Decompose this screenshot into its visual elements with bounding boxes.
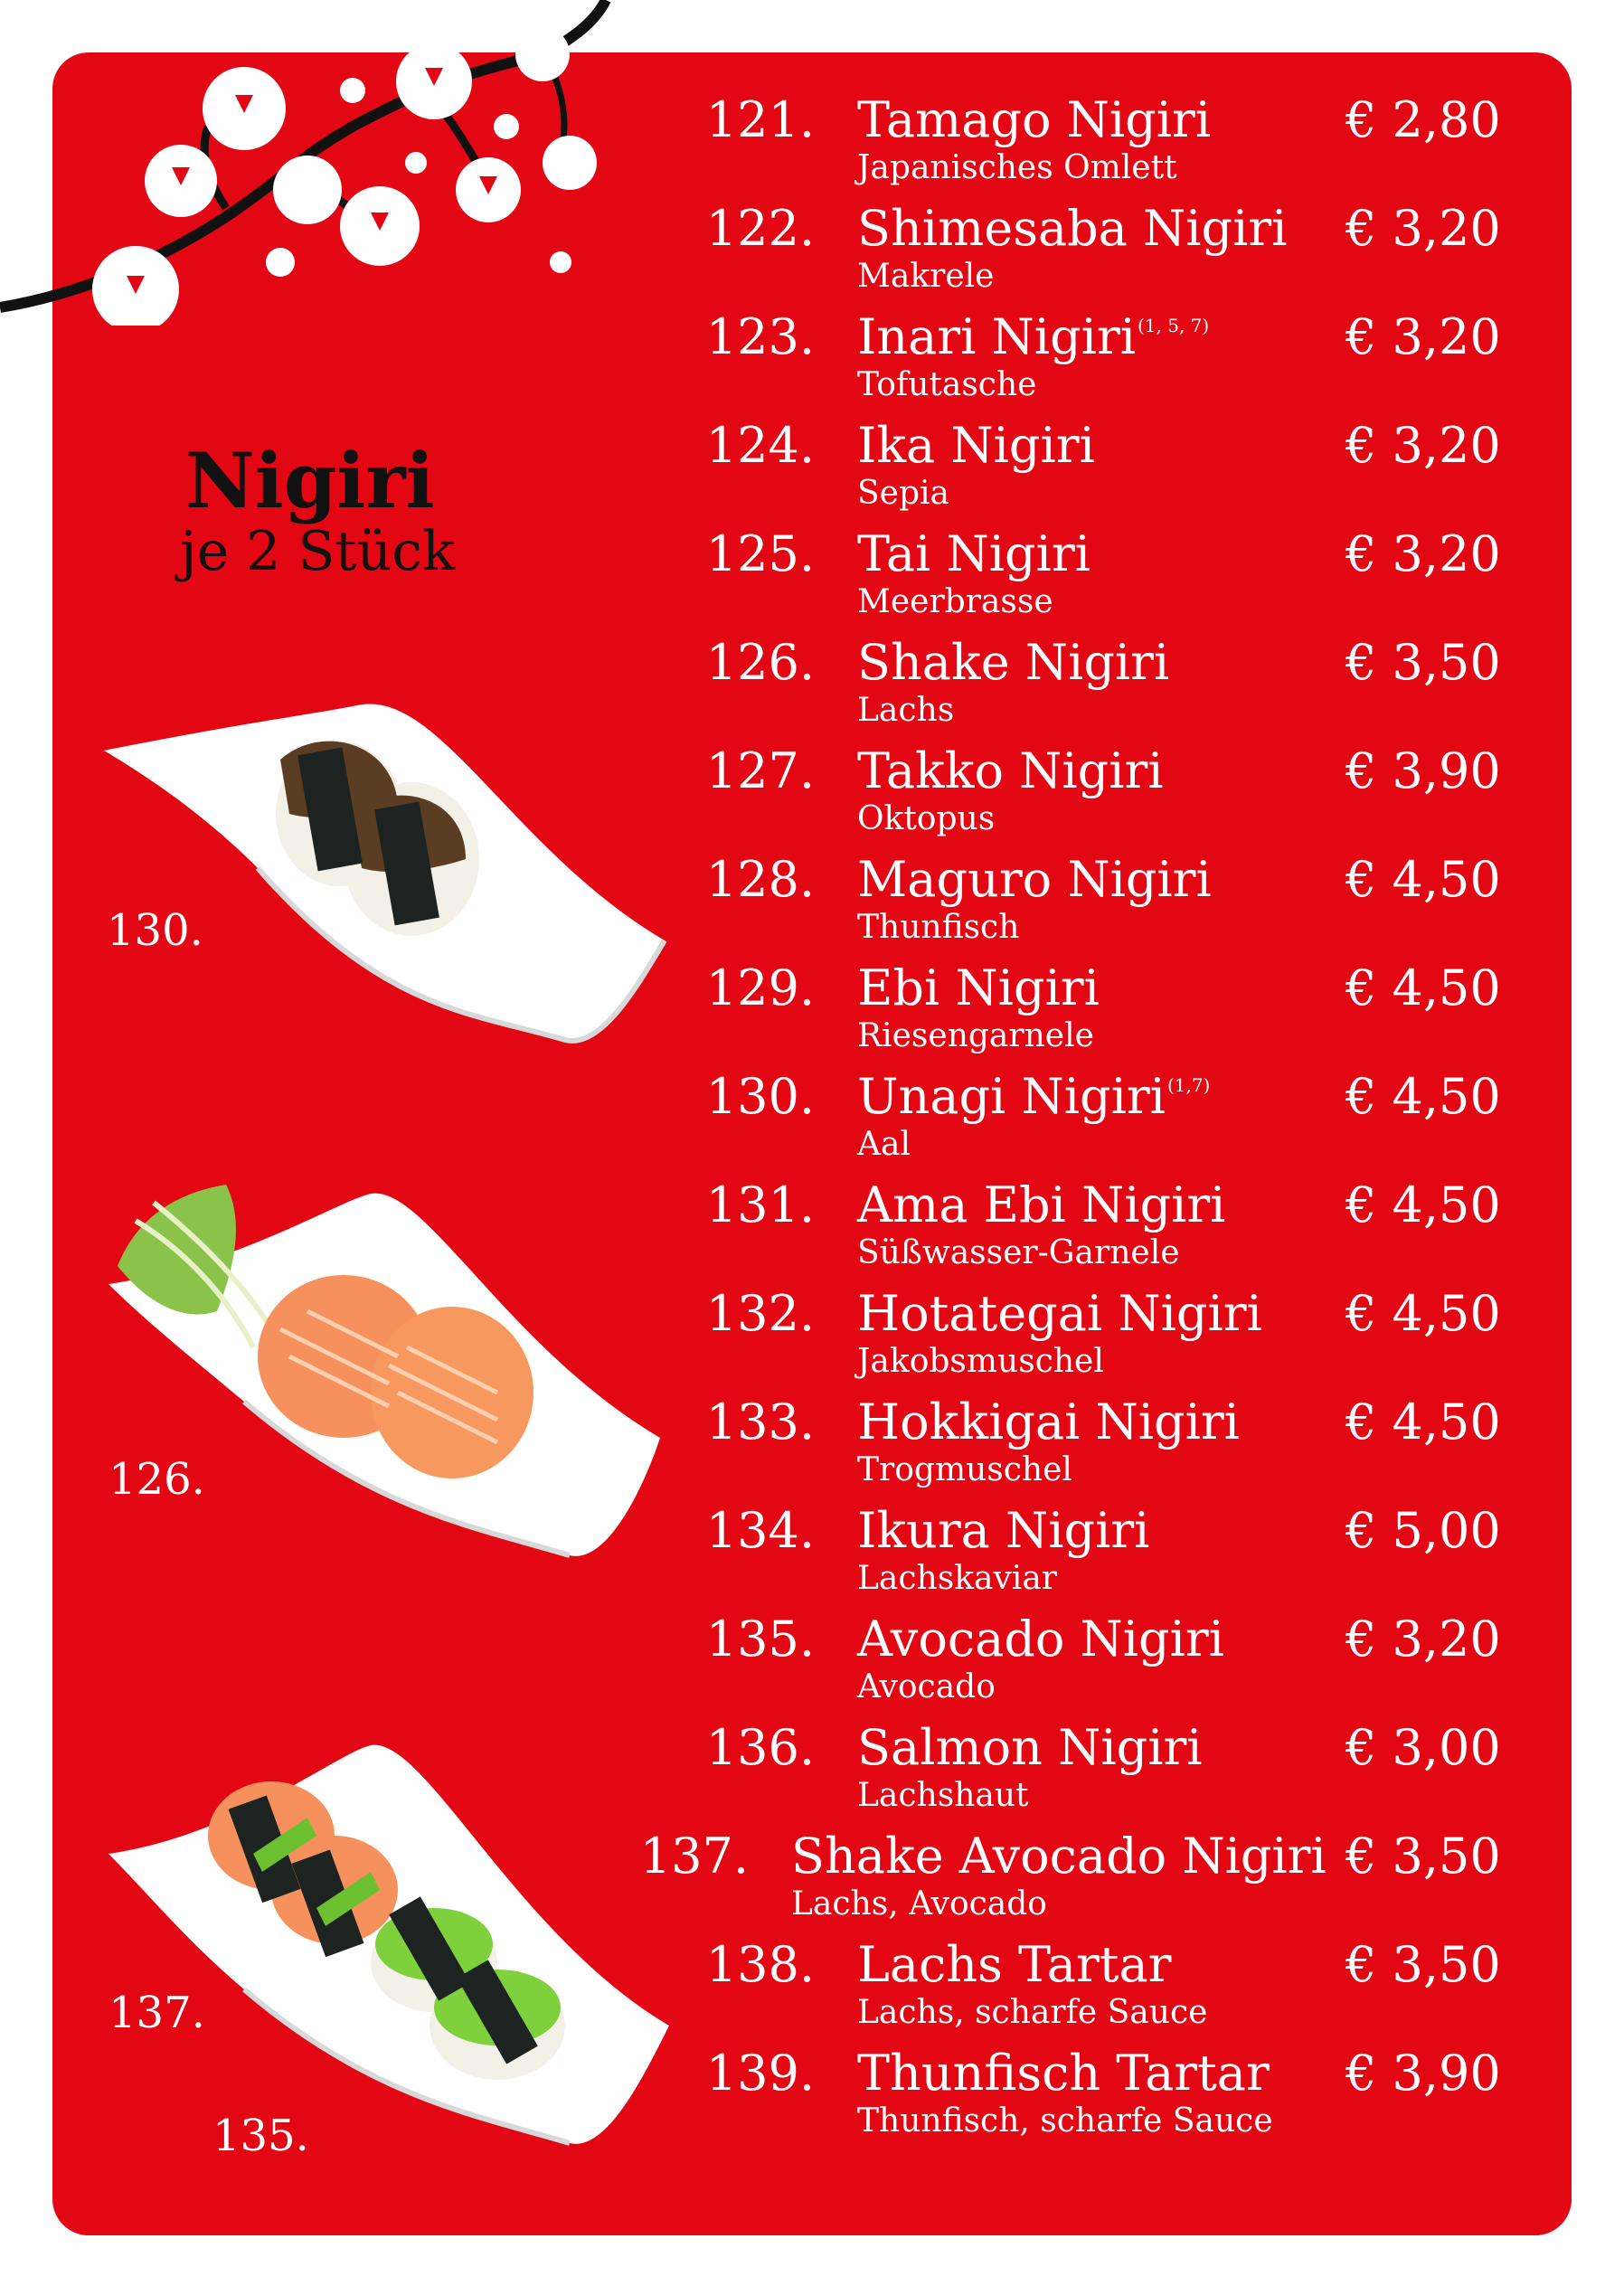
item-name xyxy=(857,308,1210,365)
item-description: Tofutasche xyxy=(857,366,1037,403)
item-number: 124. xyxy=(705,417,815,474)
item-description: Sepia xyxy=(857,475,949,512)
item-number: 128. xyxy=(705,851,815,908)
item-price: € 5,00 xyxy=(1345,1502,1501,1559)
section-subtitle: je 2 Stück xyxy=(180,520,456,583)
item-price: € 4,50 xyxy=(1345,851,1501,908)
menu-item xyxy=(0,1393,1624,1507)
photo-label-137: 137. xyxy=(109,1988,205,2038)
item-price: € 3,50 xyxy=(1345,1828,1501,1885)
item-number: 122. xyxy=(705,200,815,257)
item-description: Süßwasser-Garnele xyxy=(857,1234,1180,1271)
item-price: € 3,50 xyxy=(1345,634,1501,691)
item-name: Lachs Tartar xyxy=(857,1936,1172,1993)
item-description: Riesengarnele xyxy=(857,1017,1094,1054)
item-name: Avocado Nigiri xyxy=(857,1611,1224,1667)
menu-item xyxy=(0,1828,1624,1941)
item-name: Tai Nigiri xyxy=(857,525,1091,582)
item-description: Lachs xyxy=(857,692,955,729)
item-name: Maguro Nigiri xyxy=(857,851,1212,908)
item-number: 135. xyxy=(705,1611,815,1667)
item-description: Lachs, Avocado xyxy=(791,1885,1047,1922)
item-name: Hotategai Nigiri xyxy=(857,1285,1262,1342)
section-title: Nigiri xyxy=(185,436,435,525)
item-price: € 4,50 xyxy=(1345,959,1501,1016)
item-price: € 3,20 xyxy=(1345,1611,1501,1667)
item-description: Meerbrasse xyxy=(857,583,1053,620)
item-number: 127. xyxy=(705,742,815,799)
item-price: € 3,20 xyxy=(1345,525,1501,582)
item-name: Ama Ebi Nigiri xyxy=(857,1176,1226,1233)
item-description: Japanisches Omlett xyxy=(857,149,1177,186)
item-description: Makrele xyxy=(857,258,995,295)
item-price: € 3,00 xyxy=(1345,1719,1501,1776)
menu-item xyxy=(0,1176,1624,1289)
item-price: € 4,50 xyxy=(1345,1176,1501,1233)
item-number: 130. xyxy=(705,1068,815,1125)
item-name: Thunfisch Tartar xyxy=(857,2045,1270,2102)
menu-item xyxy=(0,1285,1624,1398)
item-number: 121. xyxy=(705,91,815,148)
item-price: € 2,80 xyxy=(1345,91,1501,148)
menu-item xyxy=(0,1936,1624,2049)
allergen-note: (1,7) xyxy=(1166,1074,1211,1096)
item-name xyxy=(857,1068,1211,1125)
item-name: Takko Nigiri xyxy=(857,742,1164,799)
menu-item xyxy=(0,525,1624,638)
menu-item xyxy=(0,1068,1624,1181)
photo-label-135: 135. xyxy=(212,2111,309,2161)
item-number: 123. xyxy=(705,308,815,365)
item-name: Shake Nigiri xyxy=(857,634,1170,691)
item-price: € 3,50 xyxy=(1345,1936,1501,1993)
item-name: Shake Avocado Nigiri xyxy=(791,1828,1327,1885)
menu-item xyxy=(0,742,1624,855)
item-price: € 3,90 xyxy=(1345,2045,1501,2102)
menu-item xyxy=(0,959,1624,1072)
item-number: 134. xyxy=(705,1502,815,1559)
item-name: Ikura Nigiri xyxy=(857,1502,1150,1559)
item-description: Jakobsmuschel xyxy=(857,1343,1104,1380)
item-name-text: Inari Nigiri xyxy=(857,308,1136,365)
item-price: € 3,90 xyxy=(1345,742,1501,799)
menu-item xyxy=(0,1719,1624,1832)
item-number: 126. xyxy=(705,634,815,691)
item-description: Trogmuschel xyxy=(857,1451,1072,1488)
menu-item xyxy=(0,2045,1624,2161)
menu-item xyxy=(0,851,1624,964)
item-name: Ika Nigiri xyxy=(857,417,1095,474)
menu-item xyxy=(0,1611,1624,1724)
item-number: 138. xyxy=(705,1936,815,1993)
item-description: Lachskaviar xyxy=(857,1560,1057,1597)
item-description: Lachs, scharfe Sauce xyxy=(857,1994,1208,2031)
item-price: € 3,20 xyxy=(1345,200,1501,257)
item-number: 125. xyxy=(705,525,815,582)
menu-item xyxy=(0,634,1624,747)
item-price: € 3,20 xyxy=(1345,417,1501,474)
photo-label-126: 126. xyxy=(109,1454,205,1505)
allergen-note: (1, 5, 7) xyxy=(1138,315,1210,336)
menu-item xyxy=(0,308,1624,421)
item-description: Oktopus xyxy=(857,800,996,837)
menu-item xyxy=(0,91,1624,204)
item-number: 131. xyxy=(705,1176,815,1233)
item-name-text: Unagi Nigiri xyxy=(857,1068,1166,1125)
item-price: € 4,50 xyxy=(1345,1393,1501,1450)
item-number: 139. xyxy=(705,2045,815,2102)
menu-item xyxy=(0,1502,1624,1615)
item-name: Tamago Nigiri xyxy=(857,91,1212,148)
item-number: 129. xyxy=(705,959,815,1016)
item-description: Aal xyxy=(857,1126,911,1163)
item-description: Lachshaut xyxy=(857,1777,1029,1814)
item-name: Ebi Nigiri xyxy=(857,959,1100,1016)
photo-label-130: 130. xyxy=(107,905,203,956)
item-description: Avocado xyxy=(857,1668,996,1705)
item-name: Hokkigai Nigiri xyxy=(857,1393,1240,1450)
item-name: Shimesaba Nigiri xyxy=(857,200,1288,257)
menu-item xyxy=(0,200,1624,313)
item-price: € 4,50 xyxy=(1345,1285,1501,1342)
item-price: € 3,20 xyxy=(1345,308,1501,365)
item-number: 137. xyxy=(639,1828,749,1885)
item-number: 133. xyxy=(705,1393,815,1450)
item-number: 136. xyxy=(705,1719,815,1776)
item-price: € 4,50 xyxy=(1345,1068,1501,1125)
item-number: 132. xyxy=(705,1285,815,1342)
item-description: Thunfisch, scharfe Sauce xyxy=(857,2102,1273,2140)
item-name: Salmon Nigiri xyxy=(857,1719,1203,1776)
item-description: Thunfisch xyxy=(857,909,1020,946)
menu-item xyxy=(0,417,1624,530)
